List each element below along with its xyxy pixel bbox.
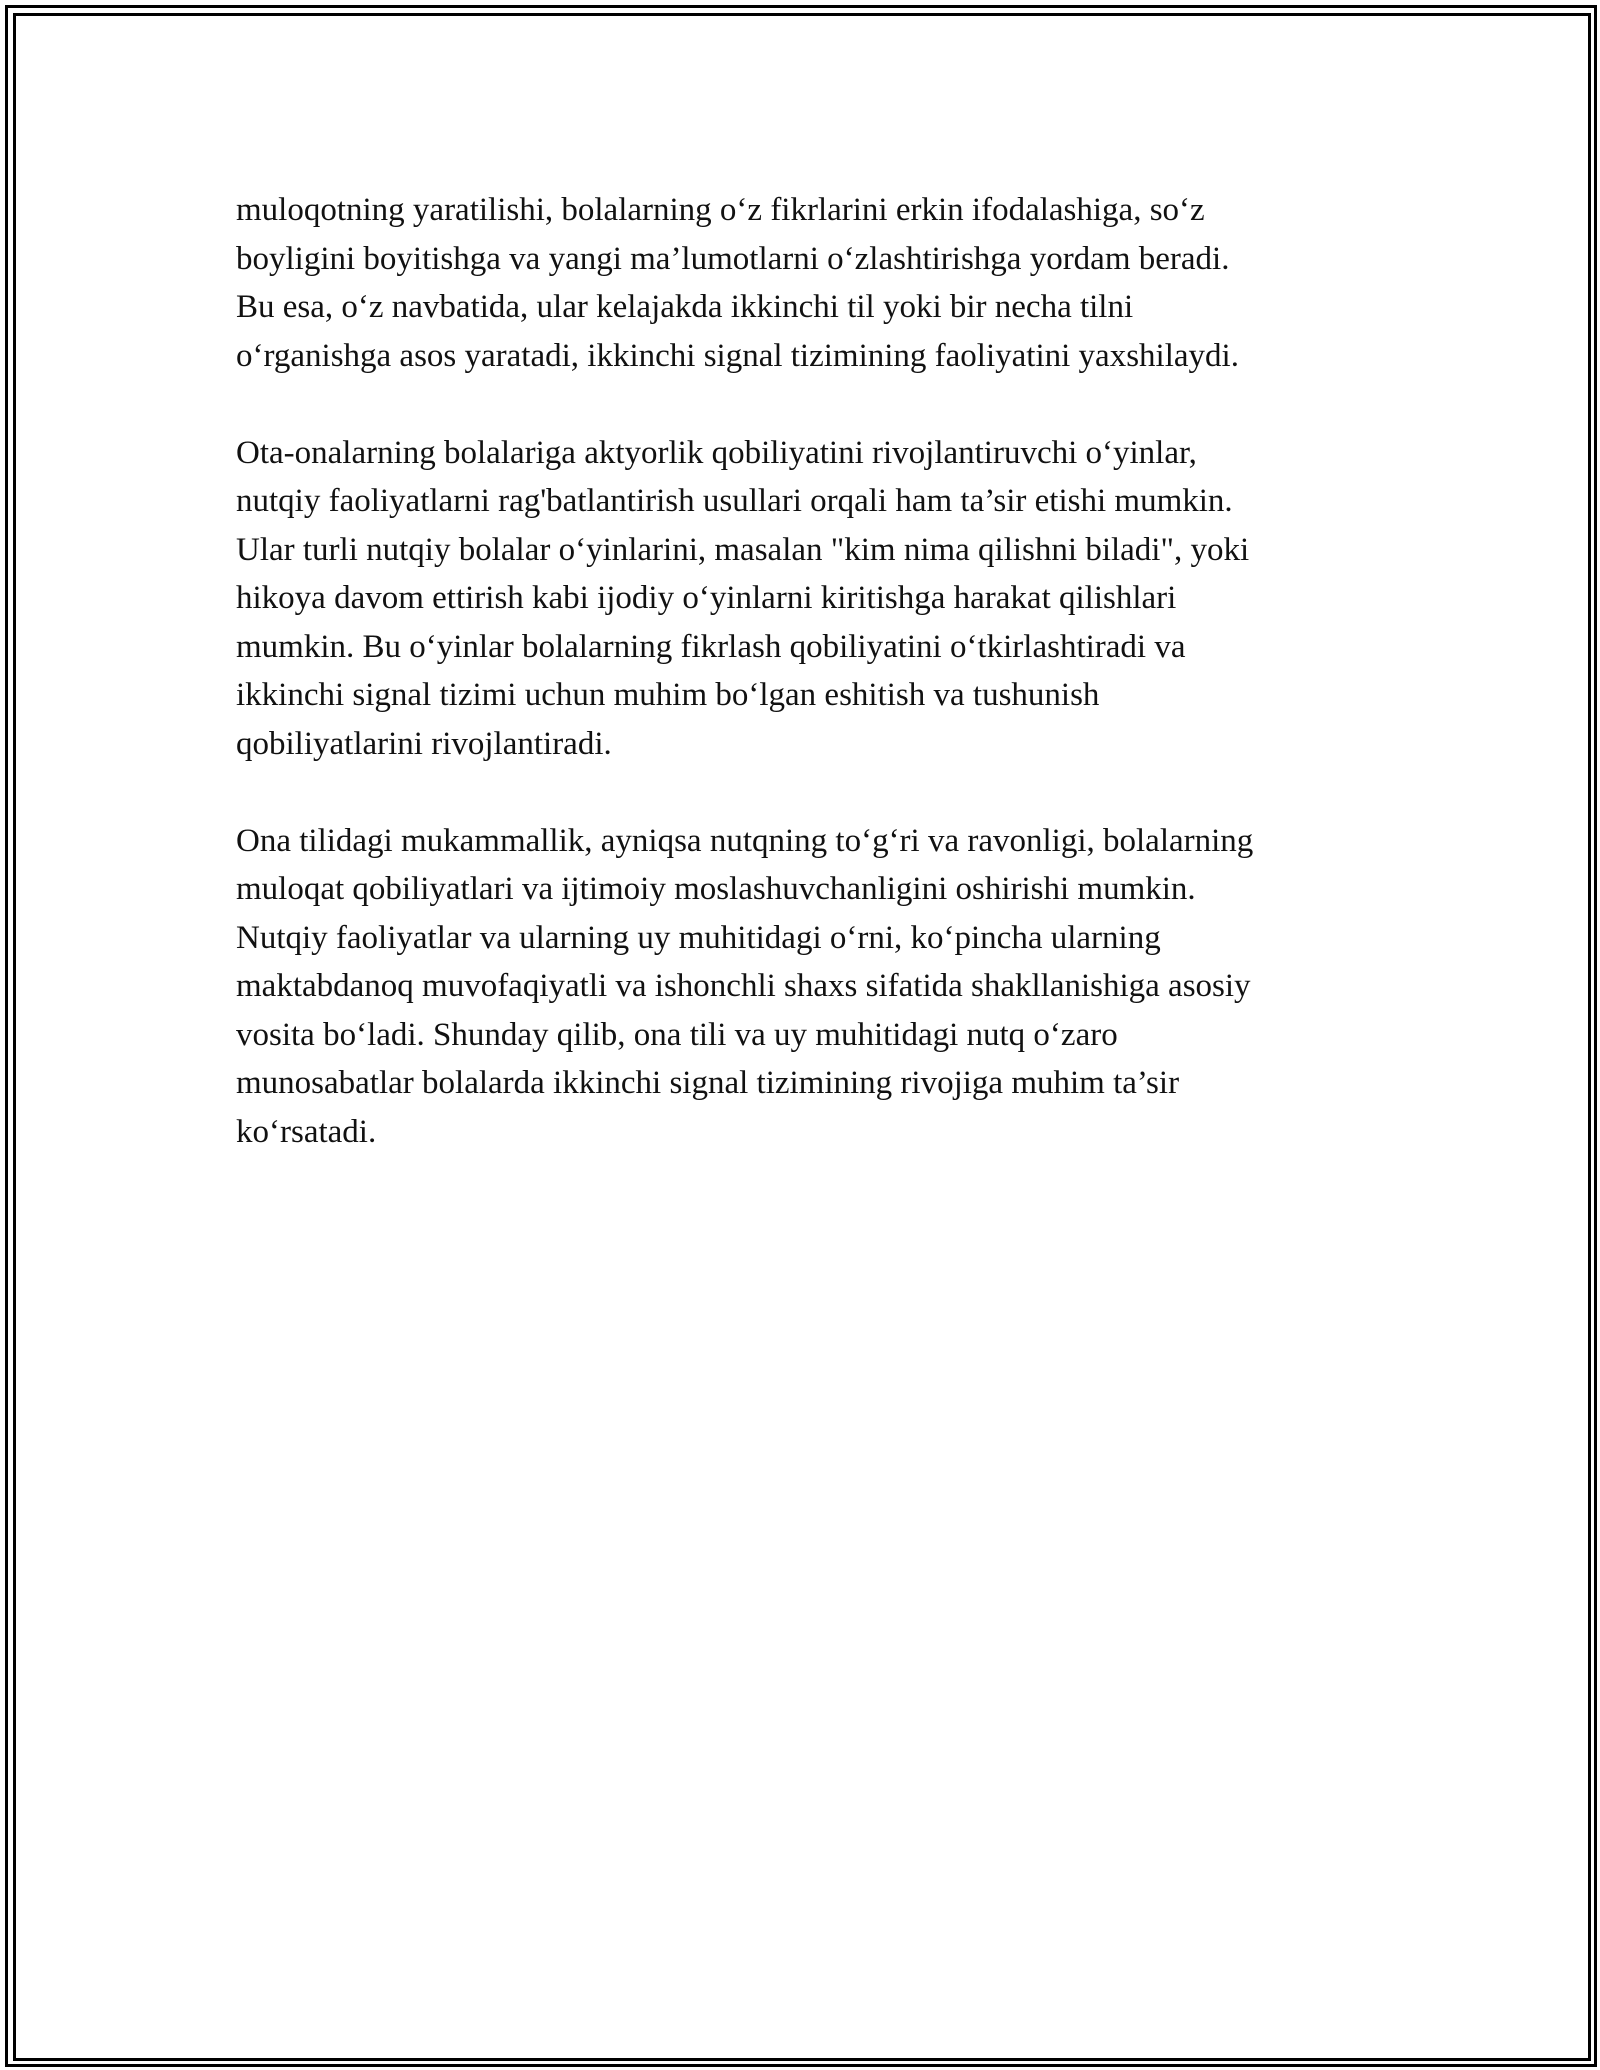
text-line: Bu esa, o‘z navbatida, ular kelajakda ikkinchi til yoki bir necha tilni [236, 289, 1134, 325]
paragraph-1 [236, 186, 1386, 380]
text-line: hikoya davom ettirish kabi ijodiy o‘yinlarni kiritishga harakat qilishlari [236, 580, 1177, 616]
text-line: Ular turli nutqiy bolalar o‘yinlarini, masalan "kim nima qilishni biladi", yoki [236, 531, 1250, 568]
text-line: vosita bo‘ladi. Shunday qilib, ona tili va uy muhitidagi nutq o‘zaro [236, 1016, 1118, 1053]
text-line: ko‘rsatadi. [236, 1113, 377, 1150]
text-line: o‘rganishga asos yaratadi, ikkinchi signal tizimining faoliyatini yaxshilaydi. [236, 337, 1239, 374]
text-line: Nutqiy faoliyatlar va ularning uy muhitidagi o‘rni, ko‘pincha ularning [236, 919, 1161, 956]
text-line: muloqotning yaratilishi, bolalarning o‘z fikrlarini erkin ifodalashiga, so‘z [236, 192, 1205, 228]
text-line: maktabdanoq muvofaqiyatli va ishonchli shaxs sifatida shakllanishiga asosiy [236, 968, 1251, 1004]
text-line: qobiliyatlarini rivojlantiradi. [236, 725, 612, 762]
text-line: mumkin. Bu o‘yinlar bolalarning fikrlash qobiliyatini o‘tkirlashtiradi va [236, 628, 1186, 665]
text-line: Ota-onalarning bolalariga aktyorlik qobiliyatini rivojlantiruvchi o‘yinlar, [236, 434, 1197, 471]
paragraph-2 [236, 429, 1386, 769]
text-line: ikkinchi signal tizimi uchun muhim bo‘lgan eshitish va tushunish [236, 677, 1100, 713]
text-line: Ona tilidagi mukammallik, ayniqsa nutqning to‘g‘ri va ravonligi, bolalarning [236, 822, 1254, 859]
text-line: nutqiy faoliyatlarni rag'batlantirish usullari orqali ham ta’sir etishi mumkin. [236, 483, 1233, 519]
text-line: munosabatlar bolalarda ikkinchi signal tizimining rivojiga muhim ta’sir [236, 1065, 1180, 1101]
text-line: muloqat qobiliyatlari va ijtimoiy moslashuvchanligini oshirishi mumkin. [236, 871, 1196, 907]
text-line: boyligini boyitishga va yangi ma’lumotlarni o‘zlashtirishga yordam beradi. [236, 240, 1230, 277]
document-body [236, 186, 1386, 1205]
paragraph-3 [236, 817, 1386, 1157]
